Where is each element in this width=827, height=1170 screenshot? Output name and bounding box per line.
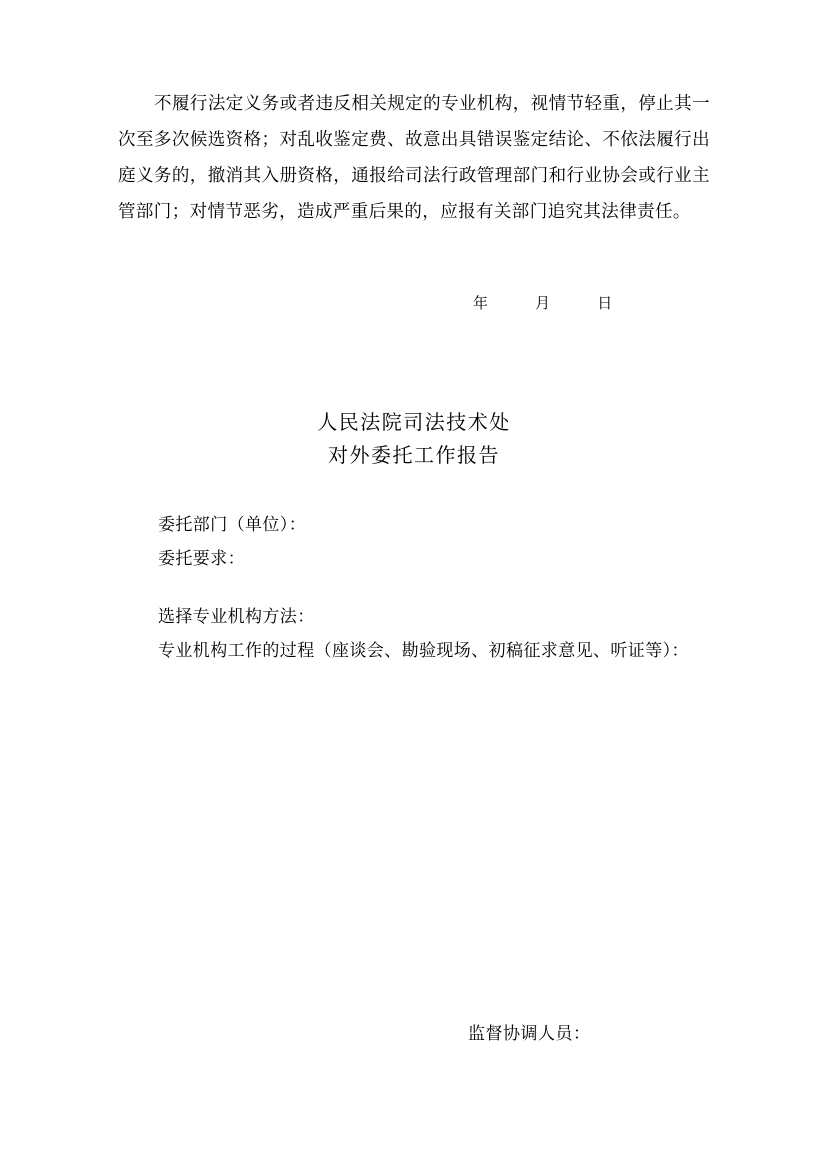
field-spacer (158, 576, 710, 600)
document-body (118, 86, 710, 668)
intro-paragraph-text: 不履行法定义务或者违反相关规定的专业机构，视情节轻重，停止其一次至多次候选资格；对乱收鉴定费、故意出具错误鉴定结论、不依法履行出庭义务的，撤消其入册资格，通报给司法行政管理部门和行业协会或行业主管部门；对情节恶劣，造成严重后果的，应报有关部门追究其法律责任。 (118, 94, 710, 222)
report-title-line2: 对外委托工作报告 (328, 443, 500, 467)
supervisor-signature-label: 监督协调人员： (468, 1024, 591, 1044)
form-fields (118, 508, 710, 668)
intro-paragraph (118, 86, 710, 230)
field-entrustment-request: 委托要求： (158, 549, 245, 569)
field-selection-method: 选择专业机构方法： (158, 607, 315, 627)
report-title (118, 406, 710, 472)
date-line: 年 月 日 (473, 294, 614, 312)
field-entrusting-department: 委托部门（单位）： (158, 515, 307, 535)
field-work-process: 专业机构工作的过程（座谈会、勘验现场、初稿征求意见、听证等）： (158, 641, 689, 661)
report-title-line1: 人民法院司法技术处 (317, 410, 511, 434)
